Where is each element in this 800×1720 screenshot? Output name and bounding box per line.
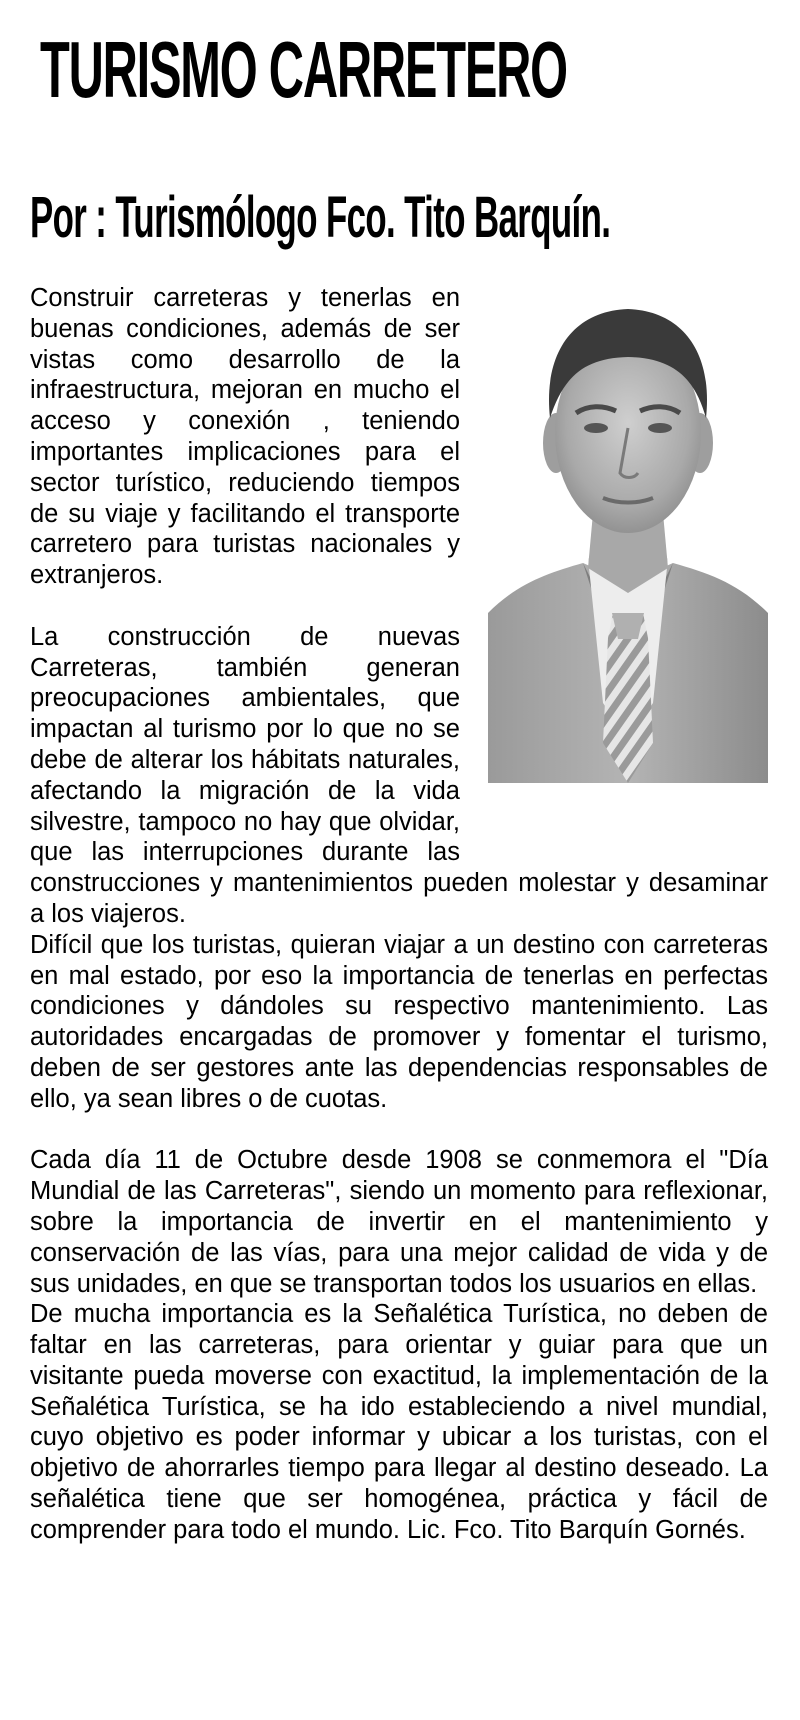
article-body	[30, 283, 768, 1546]
article-paragraph: La construcción de nuevas Carreteras, también generan preocupaciones ambientales, que impactan al turismo por lo que no se debe de alterar los hábitats naturales, afectando la migración de la vida silvestre, tampoco no hay que olvidar, que las interrupciones durante las construcciones y mantenimientos pueden molestar y desaminar a los viajeros.	[30, 622, 768, 928]
article-byline: Por : Turismólogo Fco. Tito Barquín.	[30, 185, 611, 250]
article-paragraph: Cada día 11 de Octubre desde 1908 se conmemora el "Día Mundial de las Carreteras", siendo un momento para reflexionar, sobre la importancia de invertir en el mantenimiento y conservación de las vías, para una mejor calidad de vida y de sus unidades, en que se transportan todos los usuarios en ellas.	[30, 1146, 768, 1298]
article-paragraph: De mucha importancia es la Señalética Turística, no deben de faltar en las carreteras, para orientar y guiar para que un visitante pueda moverse con exactitud, la implementación de la Señalética Turística, se ha ido estableciendo a nivel mundial, cuyo objetivo es poder informar y ubicar a los turistas, con el objetivo de ahorrarles tiempo para llegar al destino deseado. La señalética tiene que ser homogénea, práctica y fácil de comprender para todo el mundo. Lic. Fco. Tito Barquín Gornés.	[30, 1300, 768, 1544]
article-paragraph: Difícil que los turistas, quieran viajar a un destino con carreteras en mal estado, por eso la importancia de tenerlas en perfectas condiciones y dándoles su respectivo mantenimiento. Las autoridades encargadas de promover y fomentar el turismo, deben de ser gestores ante las dependencias responsables de ello, ya sean libres o de cuotas.	[30, 930, 768, 1113]
author-photo	[488, 283, 768, 833]
article-paragraph: Construir carreteras y tenerlas en buenas condiciones, además de ser vistas como desarrollo de la infraestructura, mejoran en mucho el acceso y conexión , teniendo importantes implicaciones para el sector turístico, reduciendo tiempos de su viaje y facilitando el transporte carretero para turistas nacionales y extranjeros.	[30, 284, 460, 590]
article-title: TURISMO CARRETERO	[40, 25, 567, 114]
